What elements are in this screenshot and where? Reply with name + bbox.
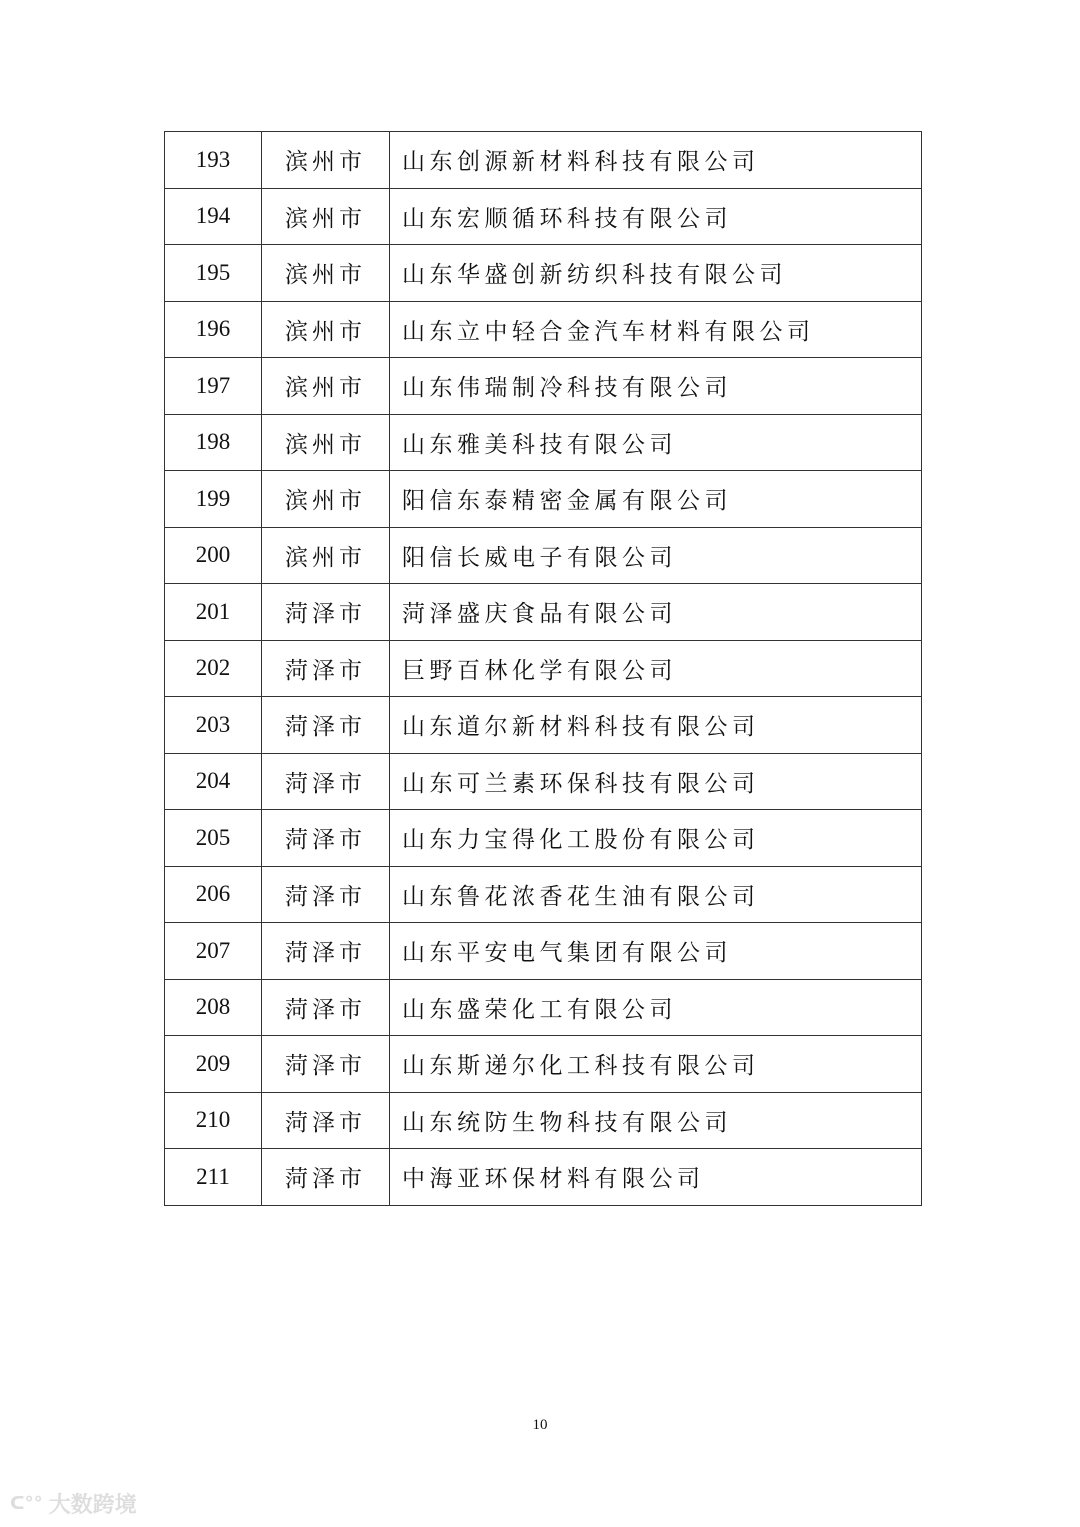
row-number: 199	[165, 471, 262, 528]
table-row	[165, 810, 922, 867]
row-city: 滨州市	[262, 245, 390, 302]
row-company: 阳信长威电子有限公司	[390, 527, 922, 584]
page-number: 10	[532, 1417, 548, 1433]
row-city: 滨州市	[262, 414, 390, 471]
company-list-table	[164, 131, 922, 1206]
table-row	[165, 923, 922, 980]
table-row	[165, 640, 922, 697]
table-row	[165, 1149, 922, 1206]
row-company: 山东宏顺循环科技有限公司	[390, 188, 922, 245]
row-company: 山东伟瑞制冷科技有限公司	[390, 358, 922, 415]
table-row	[165, 979, 922, 1036]
table-row	[165, 301, 922, 358]
row-city: 菏泽市	[262, 1092, 390, 1149]
row-company: 巨野百林化学有限公司	[390, 640, 922, 697]
row-number: 196	[165, 301, 262, 358]
row-company: 山东可兰素环保科技有限公司	[390, 753, 922, 810]
row-number: 200	[165, 527, 262, 584]
row-city: 滨州市	[262, 188, 390, 245]
table-row	[165, 414, 922, 471]
row-number: 198	[165, 414, 262, 471]
table-row	[165, 245, 922, 302]
row-number: 202	[165, 640, 262, 697]
row-number: 201	[165, 584, 262, 641]
row-number: 207	[165, 923, 262, 980]
row-city: 滨州市	[262, 358, 390, 415]
row-company: 山东雅美科技有限公司	[390, 414, 922, 471]
row-company: 山东创源新材料科技有限公司	[390, 132, 922, 189]
row-company: 山东平安电气集团有限公司	[390, 923, 922, 980]
table-row	[165, 697, 922, 754]
row-company: 山东立中轻合金汽车材料有限公司	[390, 301, 922, 358]
row-company: 菏泽盛庆食品有限公司	[390, 584, 922, 641]
row-number: 210	[165, 1092, 262, 1149]
row-city: 菏泽市	[262, 753, 390, 810]
row-number: 205	[165, 810, 262, 867]
table-row	[165, 132, 922, 189]
row-city: 菏泽市	[262, 1036, 390, 1093]
table-row	[165, 358, 922, 415]
table-row	[165, 1036, 922, 1093]
row-number: 211	[165, 1149, 262, 1206]
table-row	[165, 1092, 922, 1149]
row-number: 206	[165, 866, 262, 923]
watermark	[10, 1488, 137, 1519]
row-company: 山东鲁花浓香花生油有限公司	[390, 866, 922, 923]
row-city: 菏泽市	[262, 697, 390, 754]
row-company: 山东华盛创新纺织科技有限公司	[390, 245, 922, 302]
watermark-text: 大数跨境	[48, 1493, 137, 1518]
row-number: 195	[165, 245, 262, 302]
row-company: 山东斯递尔化工科技有限公司	[390, 1036, 922, 1093]
row-city: 滨州市	[262, 301, 390, 358]
row-city: 菏泽市	[262, 979, 390, 1036]
row-city: 滨州市	[262, 132, 390, 189]
row-city: 滨州市	[262, 471, 390, 528]
row-company: 山东统防生物科技有限公司	[390, 1092, 922, 1149]
row-number: 203	[165, 697, 262, 754]
table-row	[165, 527, 922, 584]
row-city: 菏泽市	[262, 640, 390, 697]
row-company: 山东盛荣化工有限公司	[390, 979, 922, 1036]
row-city: 菏泽市	[262, 810, 390, 867]
row-city: 滨州市	[262, 527, 390, 584]
row-company: 阳信东泰精密金属有限公司	[390, 471, 922, 528]
row-number: 209	[165, 1036, 262, 1093]
row-city: 菏泽市	[262, 923, 390, 980]
table-row	[165, 188, 922, 245]
watermark-logo-icon: ᑕ°°	[10, 1493, 43, 1514]
row-number: 193	[165, 132, 262, 189]
row-city: 菏泽市	[262, 1149, 390, 1206]
row-city: 菏泽市	[262, 866, 390, 923]
row-company: 中海亚环保材料有限公司	[390, 1149, 922, 1206]
row-number: 204	[165, 753, 262, 810]
table-row	[165, 584, 922, 641]
table-row	[165, 753, 922, 810]
row-number: 208	[165, 979, 262, 1036]
row-company: 山东道尔新材料科技有限公司	[390, 697, 922, 754]
table-row	[165, 471, 922, 528]
row-number: 197	[165, 358, 262, 415]
row-company: 山东力宝得化工股份有限公司	[390, 810, 922, 867]
row-number: 194	[165, 188, 262, 245]
table-row	[165, 866, 922, 923]
row-city: 菏泽市	[262, 584, 390, 641]
